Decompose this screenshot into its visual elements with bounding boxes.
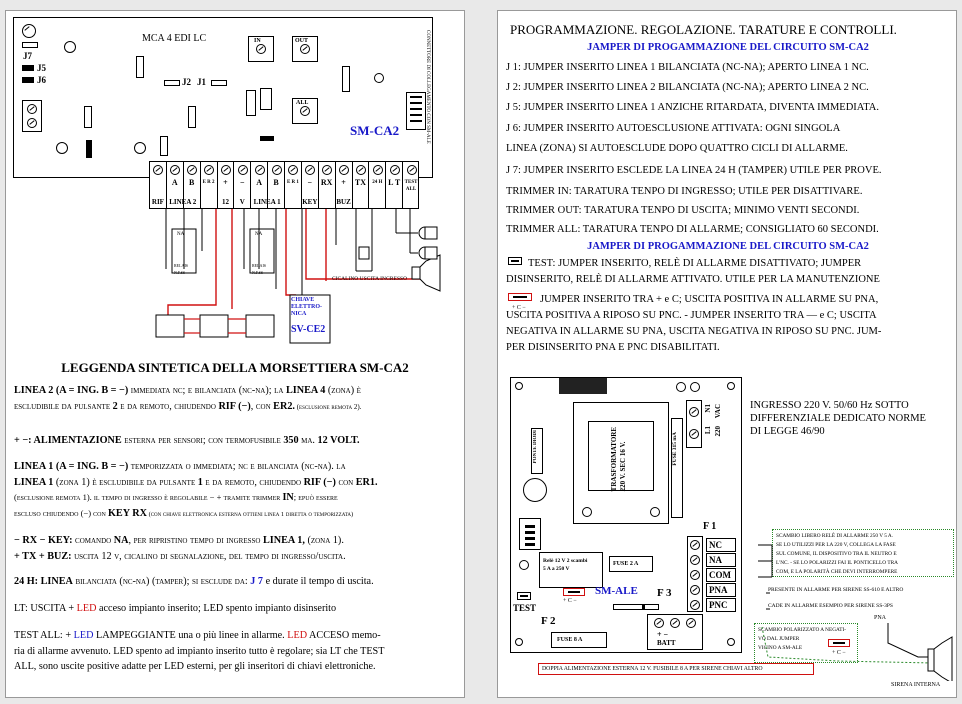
legend-span: e da remoto, chiudendo [117,400,219,412]
capacitor [523,478,547,502]
jumper-subtitle: JAMPER DI PROGAMMAZIONE DEL CIRCUITO SM-CA2 [587,241,869,252]
terminal-bottom-label: LINEA 2 [169,198,197,206]
legend-title: LEGGENDA SINTETICA DELLA MORSETTIERA SM-CA2 [61,360,409,375]
siren-wiring [698,531,957,681]
fuse-2a-label: FUSE 2 A [613,561,639,567]
legend-span: + TX + BUZ: [14,550,72,562]
terminal-bottom-label: BUZ [336,198,351,206]
terminal-screw[interactable] [201,162,218,209]
terminal-top-label: − [307,178,313,187]
terminal-screw[interactable] [353,162,370,209]
right-page [497,10,957,698]
pol-line: JUMPER INSERITO TRA + e C; USCITA POSITIVA IN ALLARME SU PNA, [540,294,879,305]
mount-hole [727,382,735,390]
legend-span: LINEA 4 [286,385,326,396]
terminal-top-label: B [189,178,195,187]
legend-span: 350 [283,435,299,446]
legend-span: LINEA [40,576,73,587]
terminal-top-label: TEST ALL [404,180,418,192]
board2-name: SM-ALE [595,585,638,597]
legend-rx [14,533,460,564]
legend-span: con [335,476,356,488]
mount-hole [515,638,523,646]
legend-span: escluso chiudendo (−) con [14,507,108,518]
relay [539,552,603,588]
terminal-top-label: A [171,178,178,187]
transformer-label [610,427,628,491]
ac-n1: N1 [704,404,712,413]
legend-span: NA [113,535,129,546]
legend-span: immediata nc; e bilanciata (nc-na); la [130,385,286,396]
terminal-screw[interactable] [218,162,235,209]
legend-span: , con [250,400,274,412]
bridge-label: PONTE DIODI [533,430,538,464]
legend-span: LED [73,630,94,641]
test-line: TEST: JUMPER INSERITO, RELÈ DI ALLARME DISATTIVATO; JUMPER [528,258,862,269]
neg-note-line: SCAMBIO POLARIZZATO A NEGATI- [758,627,847,633]
polarity-signs: + C − [512,305,526,311]
pol-line: PER DISINSERITO PNA E PNC DISABILITATI. [506,342,720,353]
jumper-subtitle: JAMPER DI PROGAMMAZIONE DEL CIRCUITO SM-CA2 [587,42,869,53]
legend-span: ACCESO memo- [307,630,381,641]
key-label-line: ELETTRO- [291,304,323,310]
trimmer-in[interactable] [248,36,274,62]
terminal-bottom-label: 12 [221,198,229,206]
connector-label: CONNETTORE DI COLLEGAMENTO CON SM-ALE [425,30,430,144]
scambio-line: SCAMBIO LIBERO RELÈ DI ALLARME 250 V 5 A. [776,533,894,539]
f2-label: F 2 [541,615,556,627]
legend-span: ; epuò essere [293,492,338,502]
terminal-screw[interactable] [319,162,336,209]
terminal-screw[interactable] [336,162,353,209]
trimmer-in-label: IN [254,38,261,44]
relay-line: Relè 12 V 2 scambi [543,558,588,564]
legend-span: LINEA 1 [14,476,54,488]
legend-span: ALL, sono uscite positive adatte per LED esterni, per gli inseritori di chiavi elettroniche. [14,661,376,672]
ac-note-line: DIFFERENZIALE DEDICATO NORME [750,413,926,424]
scambio-line: SUL COMUNE, IL DISPOSITIVO TRA IL NEUTRO E [776,551,897,557]
legend-span: 12 VOLT. [317,435,360,446]
test-label: TEST [513,603,537,613]
legend-span: ER2. [273,400,295,412]
pol-line: USCITA POSITIVA A RIPOSO SU PNC. - JUMPER INSERITO TRA — e C; USCITA [506,310,877,321]
fuse-315-label: FUSE 315 mA [672,432,678,466]
ac-terminal [686,400,702,448]
legend-span: comando [72,535,114,546]
ac-vac: VAC [714,404,722,419]
transformer-line: TRASFORMATORE [610,427,618,492]
terminal-block [149,161,419,209]
terminal-screw[interactable] [386,162,403,209]
left-page [5,10,465,698]
legend-span: 24 H: [14,576,41,587]
prog-line: J 6: JUMPER INSERITO AUTOESCLUSIONE ATTIVATA: OGNI SINGOLA [506,123,841,134]
jumper-j5-block [22,65,34,71]
jumper-j1-label: J1 [197,77,206,87]
terminal-screw[interactable] [184,162,201,209]
resistor [342,66,350,92]
pol-line: NEGATIVA IN ALLARME SU PNA, USCITA NEGATIVA IN RIPOSO SU PNC. JUM- [506,326,882,337]
legend-span: IN [282,492,294,503]
f3-label: F 3 [657,587,672,599]
jumper-j7-block [22,42,38,48]
legend-lt [14,601,460,617]
jumper-j1-block [211,80,227,86]
terminal-top-label: + [341,178,346,187]
wiring-diagram [6,209,465,359]
terminal-screw[interactable] [150,162,167,209]
legend-span: ER1. [355,476,378,488]
legend-span: (A = ING. B = −) [53,461,131,472]
sensor-nf-label: N.F.SS [252,270,264,275]
legend-line2 [14,383,460,415]
legend-test-all [14,628,460,675]
ac-l1: L1 [704,426,712,435]
pna-label: PNA [874,615,887,621]
board-title: MCA 4 EDI LC [142,33,207,44]
jumper-j6-label: J6 [37,75,46,85]
resistor [84,106,92,128]
terminal-screw[interactable] [251,162,281,209]
screw-hole [22,24,36,38]
board-name: SM-CA2 [350,123,400,138]
legend-span: RIF (−) [218,400,251,412]
batt-label: BATT [657,639,676,647]
fuse-8a-label: FUSE 8 A [557,637,583,643]
legend-span: LED [287,630,308,641]
legend-span: 1 [197,476,203,488]
terminal-screw[interactable] [234,162,251,209]
legend-span: LINEA 2 [14,385,54,396]
jumper-j5-label: J5 [37,63,46,73]
legend-span: LINEA 1 [14,461,54,472]
terminal-screw[interactable] [285,162,302,209]
output-terminal-label: COM [706,568,736,582]
ac-220: 220 [714,426,722,437]
mount-hole [582,507,592,517]
siren-label: SIRENA INTERNA [891,682,941,688]
mount-hole [374,73,384,83]
legend-span: temporizzata o immediata; nc e bilanciata (nc-na). la [130,461,346,472]
power-terminal [22,100,42,132]
terminal-top-label: L T [388,178,401,187]
terminal-screw[interactable] [369,162,386,209]
diode [613,604,659,610]
legend-span: e durate il tempo di uscita. [263,576,374,587]
key-label-line: NICA [291,311,307,317]
jumper-j2-label: J2 [182,77,191,87]
legend-span: esterna per sensori; con termofusibile [121,435,284,446]
trimmer-out-label: OUT [295,38,309,44]
prog-line: LINEA (ZONA) SI AUTOESCLUDE DOPO QUATTRO CICLI DI ALLARME. [506,143,848,154]
legend-24h [14,574,460,590]
relay-block [246,90,256,116]
neg-note-line: VICINO A SM-ALE [758,645,803,651]
legend-span: uscita 12 v, cicalino di segnalazione, del tempo di ingresso/uscita. [71,550,346,562]
jumper-j6-block [22,77,34,83]
prog-title: PROGRAMMAZIONE. REGOLAZIONE. TARATURE E CONTROLLI. [510,22,897,37]
f1-label: F 1 [703,521,717,532]
mount-hole [650,507,660,517]
terminal-top-label: + [223,178,228,187]
led [690,382,700,392]
scambio-line: SE LO UTILIZZI PER LA 220 V, COLLEGA LA FASE [776,542,896,548]
legend-span: LAMPEGGIANTE una o più linee in allarme. [93,630,288,641]
test-jumper[interactable] [517,592,531,600]
component-bar [86,140,92,158]
legend-span: TEST ALL: [14,630,63,641]
trimmer-all-label: ALL [296,100,309,106]
key-name: SV-CE2 [291,324,326,335]
polarity-signs: + C − [563,598,577,604]
legend-span: (A = ING. B = −) [53,385,131,396]
sensor-nf-label: N.F.SS [174,270,186,275]
terminal-top-label: − [240,178,245,187]
terminal-top-label: E R 1 [286,180,299,185]
polarity-signs: + C − [832,650,846,656]
legend-span: (zona 1) è escludibile da pulsante [53,476,198,488]
polarity-jumper[interactable] [563,588,585,596]
relay-label [543,557,587,573]
buzzer-label: CICALINO USCITA INGRESSO [332,276,408,282]
terminal-top-label: A [256,178,263,187]
terminal-top-label: TX [354,178,366,187]
resistor [136,56,144,78]
sm-ca2-connector [519,518,541,550]
legend-span: (zona 1). [304,535,344,546]
prog-line: TRIMMER ALL: TARATURA TENPO DI ALLARME; CONSIGLIATO 60 SECONDI. [506,224,879,235]
legend-power [14,433,460,449]
terminal-screw[interactable] [268,162,285,209]
pnc-note: CADE IN ALLARME ESEMPIO PER SIRENE SS-3PS [768,603,893,609]
legend-span: (esclusione remota 1). il tempo di ingresso è regolabile − + tramite trimmer [14,492,283,502]
legend-span: RIF (−) [303,476,336,488]
legend-span: LED [76,603,97,614]
terminal-bottom-label: V [239,198,245,206]
mount-hole [134,142,146,154]
test-jumper-icon [508,257,522,265]
legend-span: + [62,630,74,641]
legend-span: (zona) è [325,385,361,396]
terminal-top-label: E R 2 [202,180,215,185]
sensor-relais-label: RELAIS [252,263,266,268]
ac-note-line: INGRESSO 220 V. 50/60 Hz SOTTO [750,400,909,411]
legend-span: escludibile da pulsante [14,400,113,412]
sm-ca2-board [13,17,433,178]
terminal-bottom-label: RIF [151,198,164,206]
transformer [573,402,669,524]
key-label-line: CHIAVE [291,297,315,303]
resistor [160,136,168,156]
prog-line: J 5: JUMPER INSERITO LINEA 1 ANZICHE RITARDATA, DIVENTA IMMEDIATA. [506,102,879,113]
prog-line: J 7: JUMPER INSERITO ESCLEDE LA LINEA 24 H (TAMPER) UTILE PER PROVE. [506,165,882,176]
prog-line: J 1: JUMPER INSERITO LINEA 1 BILANCIATA (NC-NA); APERTO LINEA 1 NC. [506,62,869,73]
legend-span: + −: [14,435,34,446]
legend-span: − RX − KEY: [14,535,73,546]
legend-span: ma. [298,435,318,446]
jumper-j2-block [164,80,180,86]
sensor-na-label: NA [177,232,185,237]
legend-span: J 7 [250,576,264,587]
scambio-line: COM, E LA POLARITÀ CHE DEVI INTERROMPERE [776,569,898,575]
relay-line: 5 A a 250 V [543,566,570,572]
legend-span: acceso impianto inserito; LED spento impianto disinserito [96,603,337,614]
prog-line: TRIMMER OUT: TARATURA TENPO DI USCITA; MINIMO VENTI SECONDI. [506,205,860,216]
terminal-top-label: B [273,178,279,187]
capacitor [260,88,272,110]
transformer-line: 220 V. SEC 16 V. [619,441,627,492]
mount-hole [56,142,68,154]
sensor-relais-label: RELAIS [174,263,188,268]
output-terminal-label: PNA [706,583,736,597]
output-terminal-label: NA [706,553,736,567]
pna-note: PRESENTE IN ALLARME PER SIRENE SS-610 E ALTRO [768,587,904,593]
resistor [188,106,196,128]
terminal-screw[interactable] [302,162,319,209]
terminal-top-label: 24 H [372,180,383,185]
scambio-line: L'NC. - SE LO POLARIZZI FAI IL PONTICELLO TRA [776,560,898,566]
legend-span: LT: USCITA + [14,603,77,614]
jumper-j7-label: J7 [23,51,32,61]
legend-span: ria di allarme avvenuto. LED spento ad impianto inserito tutto è regolare; sia LT che TEST [14,645,385,657]
bottom-note: DOPPIA ALIMENTAZIONE ESTERNA 12 V. FUSIBILE 8 A PER SIRENE CHIAVI ALTRO [538,663,814,675]
heatsink [559,378,607,394]
prog-line: J 2: JUMPER INSERITO LINEA 2 BILANCIATA (NC-NA); APERTO LINEA 2 NC. [506,82,869,93]
led [676,382,686,392]
terminal-top-label: RX [320,178,333,187]
mount-hole [64,41,76,53]
legend-span: bilanciata (nc-na) (tamper); si esclude da: [72,576,251,587]
neg-note-line: VO DAL JUMPER [758,636,800,642]
legend-span: KEY RX [107,507,147,519]
jumper-bar [260,136,274,141]
legend-span: 2 [112,400,118,412]
prog-line: TRIMMER IN: TARATURA TENPO DI INGRESSO; UTILE PER DISATTIVARE. [506,186,863,197]
key-label [291,297,322,318]
legend-line1 [14,459,460,522]
legend-span: (esclusione remota 2). [294,402,362,411]
ac-note [750,399,926,438]
legend-span: LINEA 1, [263,535,305,546]
legend-span: (con chiave elettronica esterna ottieni linea 1 diretta o temporizzata) [146,510,354,518]
terminal-screw[interactable] [167,162,197,209]
terminal-screw[interactable] [403,162,419,209]
ac-note-line: DI LEGGE 46/90 [750,426,825,437]
terminal-bottom-label: LINEA 1 [253,198,281,206]
mount-hole [515,382,523,390]
batt-pm: + − [657,630,669,639]
led [519,560,529,570]
test-line: DISINSERITO, RELÈ DI ALLARME ATTIVATO. UTILE PER LA MANUTENZIONE [506,274,880,285]
legend-span: , per ripristino tempo di ingresso [128,535,263,546]
legend-span: e da remoto, chiudendo [202,476,304,488]
legend-span: ALIMENTAZIONE [33,435,122,446]
polarity-jumper-icon [508,293,532,301]
output-terminal-label: PNC [706,598,736,612]
sensor-na-label: NA [255,232,263,237]
output-terminal-label: NC [706,538,736,552]
terminal-bottom-label: KEY [302,198,318,206]
